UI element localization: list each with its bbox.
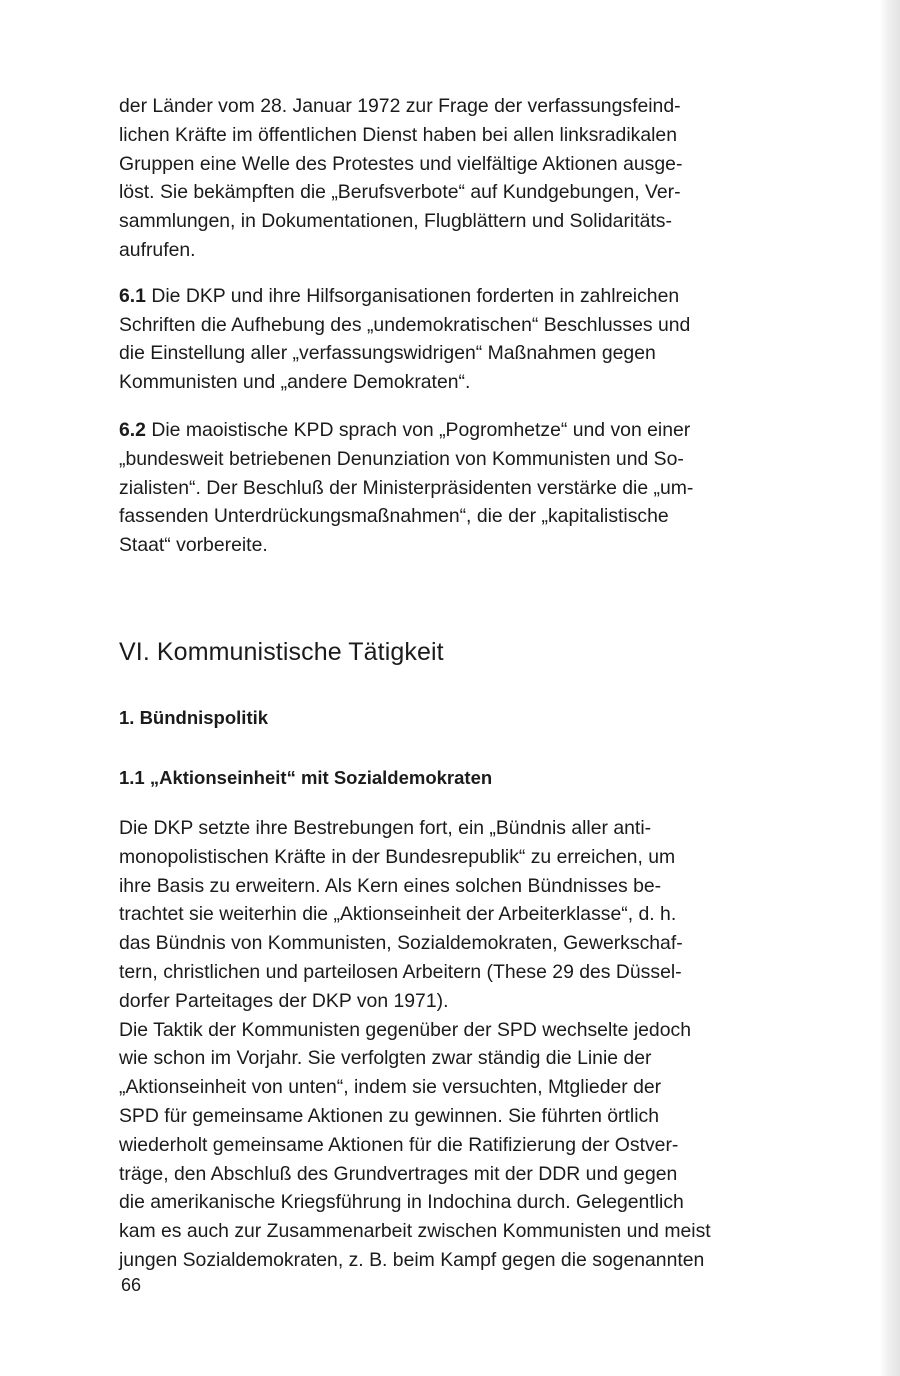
page-number: 66: [121, 1275, 142, 1295]
intro-paragraph: der Länder vom 28. Januar 1972 zur Frage der verfassungsfeind- lichen Kräfte im öffentlichen Dienst haben bei allen linksradikalen Gruppen eine Welle des Protestes und vielfältige Aktionen ausge- löst. Sie bekämpften die „Berufsverbote“ auf Kundgebungen, Ver- sammlungen, in Dokumentationen, Flugblättern und Solidaritäts- aufrufen.: [119, 95, 683, 261]
section-number: 6.2: [119, 418, 146, 441]
chapter-title: VI. Kommunistische Tätigkeit: [119, 637, 444, 666]
heading-buendnispolitik: 1. Bündnispolitik: [119, 706, 269, 728]
page-content: [119, 92, 788, 1275]
section-6-1-paragraph: 6.1 Die DKP und ihre Hilfsorganisationen forderten in zahlreichen Schriften die Aufhebung des „undemokratischen“ Beschlusses und die Einstellung aller „verfassungswidrigen“ Maßnahmen gegen Kommunisten und „andere Demokraten“.: [119, 284, 691, 394]
section-6-2-paragraph: 6.2 Die maoistische KPD sprach von „Pogromhetze“ und von einer „bundesweit betriebenen Denunziation von Kommunisten und So- zialisten“. Der Beschluß der Ministerpräsidenten verstärke die „um- fassenden Unterdrückungsmaßnahmen“, die der „kapitalistische Staat“ vorbereite.: [119, 418, 694, 557]
body-paragraph-2: Die Taktik der Kommunisten gegenüber der SPD wechselte jedoch wie schon im Vorjahr. Sie verfolgten zwar ständig die Linie der „Aktionseinheit von unten“, indem sie versuchten, Mtglieder der SPD für gemeinsame Aktionen zu gewinnen. Sie führten örtlich wiederholt gemeinsame Aktionen für die Ratifizierung der Ostver- träge, den Abschluß des Grundvertrages mit der DDR und gegen die amerikanische Kriegsführung in Indochina durch. Gelegentlich kam es auch zur Zusammenarbeit zwischen Kommunisten und meist jungen Sozialdemokraten, z. B. beim Kampf gegen die sogenannten: [119, 1018, 711, 1271]
page-edge-shadow: [880, 0, 900, 1376]
body-paragraph-1: Die DKP setzte ihre Bestrebungen fort, ein „Bündnis aller anti- monopolistischen Kräfte in der Bundesrepublik“ zu erreichen, um ihre Basis zu erweitern. Als Kern eines solchen Bündnisses be- trachtet sie weiterhin die „Aktionseinheit der Arbeiterklasse“, d. h. das Bündnis von Kommunisten, Sozialdemokraten, Gewerkschaf- tern, christlichen und parteilosen Arbeitern (These 29 des Düssel- dorfer Parteitages der DKP von 1971).: [119, 816, 683, 1012]
section-number: 6.1: [119, 284, 146, 307]
heading-aktionseinheit: 1.1 „Aktionseinheit“ mit Sozialdemokraten: [119, 766, 493, 788]
